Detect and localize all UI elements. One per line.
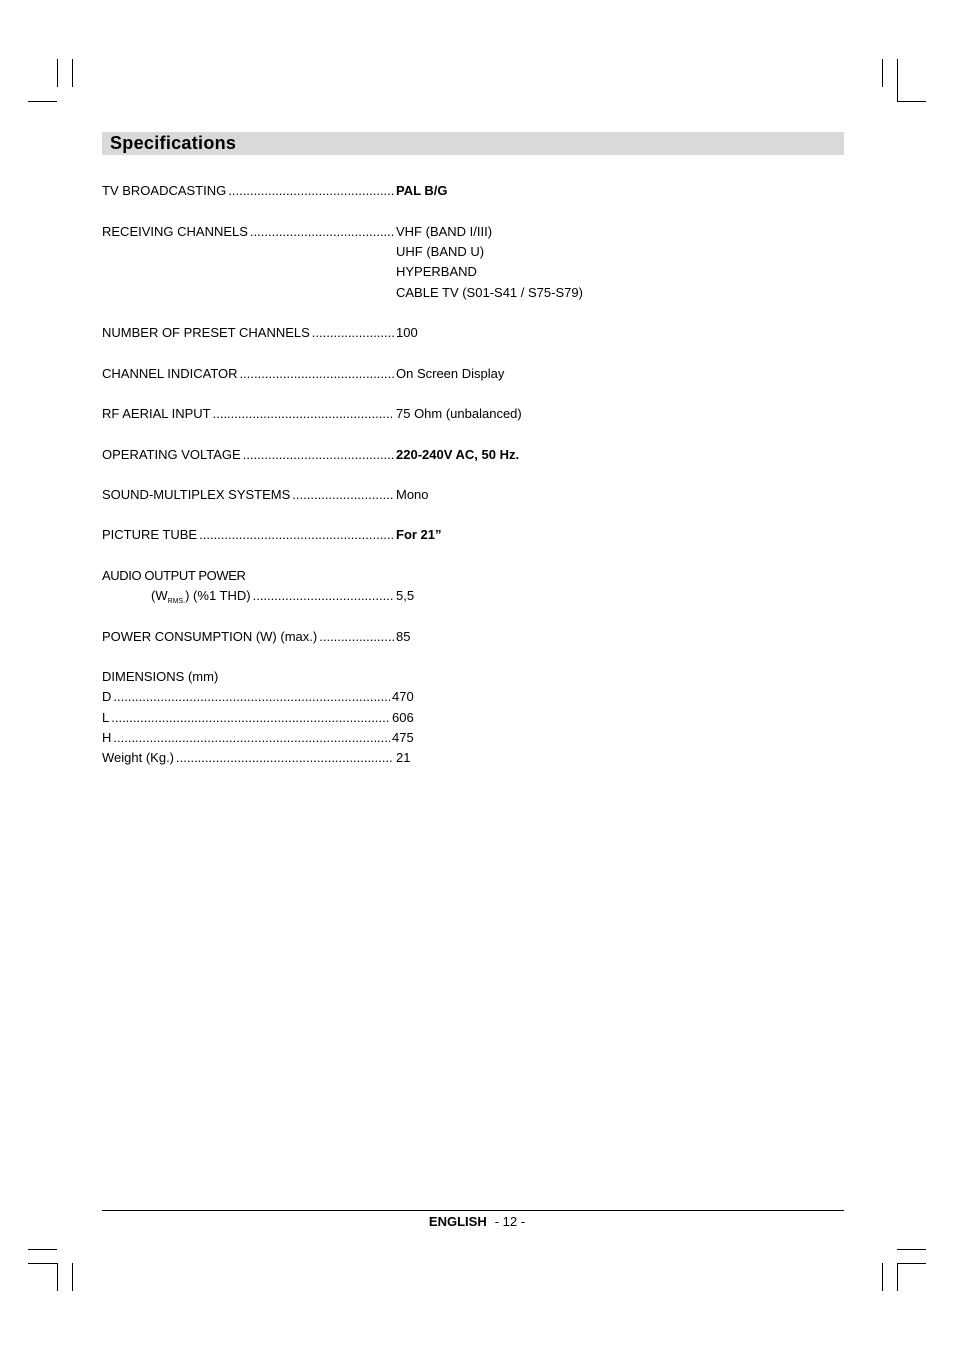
crop-mark	[897, 1263, 926, 1264]
spec-row-rf-aerial	[102, 404, 394, 424]
leader-dots	[238, 364, 394, 384]
spec-value: 75 Ohm (unbalanced)	[396, 406, 522, 421]
spec-label: NUMBER OF PRESET CHANNELS	[102, 325, 310, 340]
crop-mark	[882, 1263, 883, 1291]
spec-row-picture-tube	[102, 525, 394, 545]
leader-dots	[251, 586, 394, 606]
spec-value: 470	[392, 689, 414, 704]
spec-value: 85	[396, 629, 411, 644]
spec-row-weight	[102, 748, 394, 768]
spec-label: PICTURE TUBE	[102, 527, 198, 542]
crop-mark	[882, 59, 883, 87]
spec-value: VHF (BAND I/III)	[396, 224, 493, 239]
crop-mark	[57, 1263, 58, 1291]
spec-label: D	[102, 689, 112, 704]
spec-row-audio-output	[151, 586, 394, 606]
crop-mark	[72, 1263, 73, 1291]
spec-value: 475	[392, 730, 414, 745]
leader-dots	[174, 748, 394, 768]
spec-label: TV BROADCASTING	[102, 183, 227, 198]
leader-dots	[109, 708, 390, 728]
spec-value: UHF (BAND U)	[396, 244, 485, 259]
spec-value: 5,5	[396, 588, 415, 603]
spec-row-operating-voltage	[102, 445, 394, 465]
spec-label	[151, 586, 251, 606]
spec-row-tv-broadcasting	[102, 181, 394, 201]
leader-dots	[290, 485, 394, 505]
spec-row-power-consumption	[102, 627, 394, 647]
spec-label: SOUND-MULTIPLEX SYSTEMS	[102, 487, 291, 502]
leader-dots	[111, 687, 390, 707]
spec-value: Mono	[396, 487, 429, 502]
spec-value: For 21”	[396, 527, 442, 542]
crop-mark	[897, 101, 926, 102]
crop-mark	[897, 59, 898, 101]
spec-row-channel-indicator	[102, 364, 394, 384]
spec-value: 100	[396, 325, 418, 340]
leader-dots	[111, 728, 390, 748]
crop-mark	[897, 1263, 898, 1291]
spec-label: RF AERIAL INPUT	[102, 406, 211, 421]
spec-row-sound-multiplex	[102, 485, 394, 505]
crop-mark	[28, 1249, 57, 1250]
leader-dots	[317, 627, 394, 647]
spec-label: CHANNEL INDICATOR	[102, 366, 238, 381]
crop-mark	[28, 101, 57, 102]
spec-value: 606	[392, 710, 414, 725]
spec-row-dimension-d	[102, 687, 390, 707]
spec-value: CABLE TV (S01-S41 / S75-S79)	[396, 285, 583, 300]
footer-rule	[102, 1210, 844, 1211]
spec-label: OPERATING VOLTAGE	[102, 447, 241, 462]
spec-row-receiving-channels	[102, 222, 394, 242]
crop-mark	[28, 1263, 57, 1264]
spec-value: PAL B/G	[396, 183, 448, 198]
spec-label: H	[102, 730, 112, 745]
crop-mark	[897, 1249, 926, 1250]
footer-language: ENGLISH	[428, 1214, 487, 1229]
page-number: - 12 -	[494, 1214, 526, 1229]
spec-label-suffix: ) (%1 THD)	[185, 588, 251, 603]
spec-label: Weight (Kg.)	[102, 750, 175, 765]
spec-heading: DIMENSIONS (mm)	[102, 669, 219, 684]
section-header	[102, 132, 844, 155]
spec-value: 220-240V AC, 50 Hz.	[396, 447, 520, 462]
spec-value: 21	[396, 750, 411, 765]
crop-mark	[57, 59, 58, 87]
spec-value: HYPERBAND	[396, 264, 477, 279]
spec-label: L	[102, 710, 110, 725]
spec-value: On Screen Display	[396, 366, 505, 381]
leader-dots	[197, 525, 394, 545]
page-title: Specifications	[110, 133, 237, 153]
leader-dots	[226, 181, 394, 201]
spec-label-prefix: (W	[151, 588, 168, 603]
page-footer	[0, 1214, 954, 1230]
spec-label: POWER CONSUMPTION (W) (max.)	[102, 629, 318, 644]
spec-row-preset-channels	[102, 323, 394, 343]
leader-dots	[211, 404, 394, 424]
spec-label-subscript: RMS.	[167, 598, 186, 605]
spec-label: RECEIVING CHANNELS	[102, 224, 248, 239]
spec-row-dimension-h	[102, 728, 390, 748]
crop-mark	[72, 59, 73, 87]
spec-row-dimension-l	[102, 708, 390, 728]
leader-dots	[241, 445, 394, 465]
spec-heading: AUDIO OUTPUT POWER	[102, 568, 246, 583]
leader-dots	[310, 323, 394, 343]
leader-dots	[248, 222, 394, 242]
